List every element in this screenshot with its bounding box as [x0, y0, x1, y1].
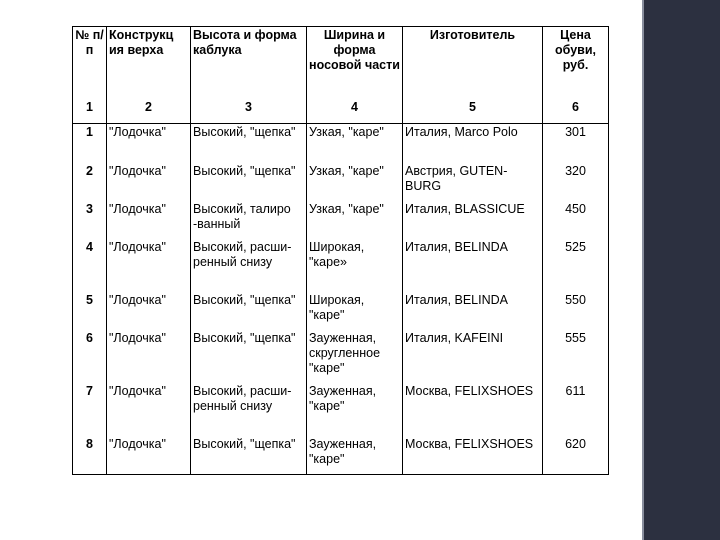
- cell-upper: "Лодочка": [107, 436, 191, 475]
- cell-maker: Италия, Marco Polo: [403, 124, 543, 164]
- column-number: 3: [191, 99, 307, 124]
- cell-upper: "Лодочка": [107, 163, 191, 201]
- table-row: [73, 383, 609, 436]
- cell-upper: "Лодочка": [107, 124, 191, 164]
- cell-num: 3: [73, 201, 107, 239]
- column-number: 5: [403, 99, 543, 124]
- header-price: Цена обуви, руб.: [543, 27, 609, 100]
- cell-upper: "Лодочка": [107, 201, 191, 239]
- column-number: 4: [307, 99, 403, 124]
- table-row: [73, 330, 609, 383]
- cell-maker: Италия, BELINDA: [403, 292, 543, 330]
- cell-price: 550: [543, 292, 609, 330]
- cell-maker: Москва, FELIXSHOES: [403, 436, 543, 475]
- table-row: [73, 163, 609, 201]
- cell-toe: Зауженная, скругленное "каре": [307, 330, 403, 383]
- right-decorative-band: [642, 0, 720, 540]
- header-row: [73, 27, 609, 100]
- cell-toe: Зауженная, "каре": [307, 383, 403, 436]
- cell-upper: "Лодочка": [107, 330, 191, 383]
- cell-heel: Высокий, "щепка": [191, 163, 307, 201]
- table-row: [73, 124, 609, 164]
- cell-price: 525: [543, 239, 609, 292]
- cell-price: 301: [543, 124, 609, 164]
- cell-heel: Высокий, "щепка": [191, 124, 307, 164]
- cell-upper: "Лодочка": [107, 383, 191, 436]
- cell-maker: Австрия, GUTEN-BURG: [403, 163, 543, 201]
- cell-maker: Москва, FELIXSHOES: [403, 383, 543, 436]
- cell-heel: Высокий, "щепка": [191, 330, 307, 383]
- header-toe: Ширина и форма носовой части: [307, 27, 403, 100]
- cell-price: 555: [543, 330, 609, 383]
- table-row: [73, 436, 609, 475]
- cell-heel: Высокий, талиро -ванный: [191, 201, 307, 239]
- cell-toe: Широкая, "каре": [307, 292, 403, 330]
- column-number: 6: [543, 99, 609, 124]
- cell-toe: Узкая, "каре": [307, 163, 403, 201]
- cell-num: 6: [73, 330, 107, 383]
- column-number: 2: [107, 99, 191, 124]
- cell-heel: Высокий, "щепка": [191, 292, 307, 330]
- cell-num: 8: [73, 436, 107, 475]
- cell-num: 5: [73, 292, 107, 330]
- column-number-row: [73, 99, 609, 124]
- table-row: [73, 239, 609, 292]
- column-number: 1: [73, 99, 107, 124]
- cell-toe: Широкая, "каре»: [307, 239, 403, 292]
- header-upper: Конструкц ия верха: [107, 27, 191, 100]
- band-edge: [642, 0, 644, 540]
- cell-maker: Италия, BELINDA: [403, 239, 543, 292]
- shoe-table: [72, 26, 609, 475]
- table-row: [73, 201, 609, 239]
- cell-maker: Италия, BLASSICUE: [403, 201, 543, 239]
- header-num: № п/п: [73, 27, 107, 100]
- cell-heel: Высокий, расши-ренный снизу: [191, 383, 307, 436]
- cell-num: 7: [73, 383, 107, 436]
- cell-num: 4: [73, 239, 107, 292]
- cell-toe: Узкая, "каре": [307, 201, 403, 239]
- cell-heel: Высокий, "щепка": [191, 436, 307, 475]
- table-row: [73, 292, 609, 330]
- cell-price: 611: [543, 383, 609, 436]
- cell-price: 620: [543, 436, 609, 475]
- cell-upper: "Лодочка": [107, 292, 191, 330]
- cell-price: 320: [543, 163, 609, 201]
- cell-num: 1: [73, 124, 107, 164]
- cell-num: 2: [73, 163, 107, 201]
- cell-price: 450: [543, 201, 609, 239]
- cell-upper: "Лодочка": [107, 239, 191, 292]
- header-maker: Изготовитель: [403, 27, 543, 100]
- header-heel: Высота и форма каблука: [191, 27, 307, 100]
- cell-toe: Узкая, "каре": [307, 124, 403, 164]
- table-body: [73, 27, 609, 475]
- cell-heel: Высокий, расши-ренный снизу: [191, 239, 307, 292]
- cell-maker: Италия, KAFEINI: [403, 330, 543, 383]
- cell-toe: Зауженная, "каре": [307, 436, 403, 475]
